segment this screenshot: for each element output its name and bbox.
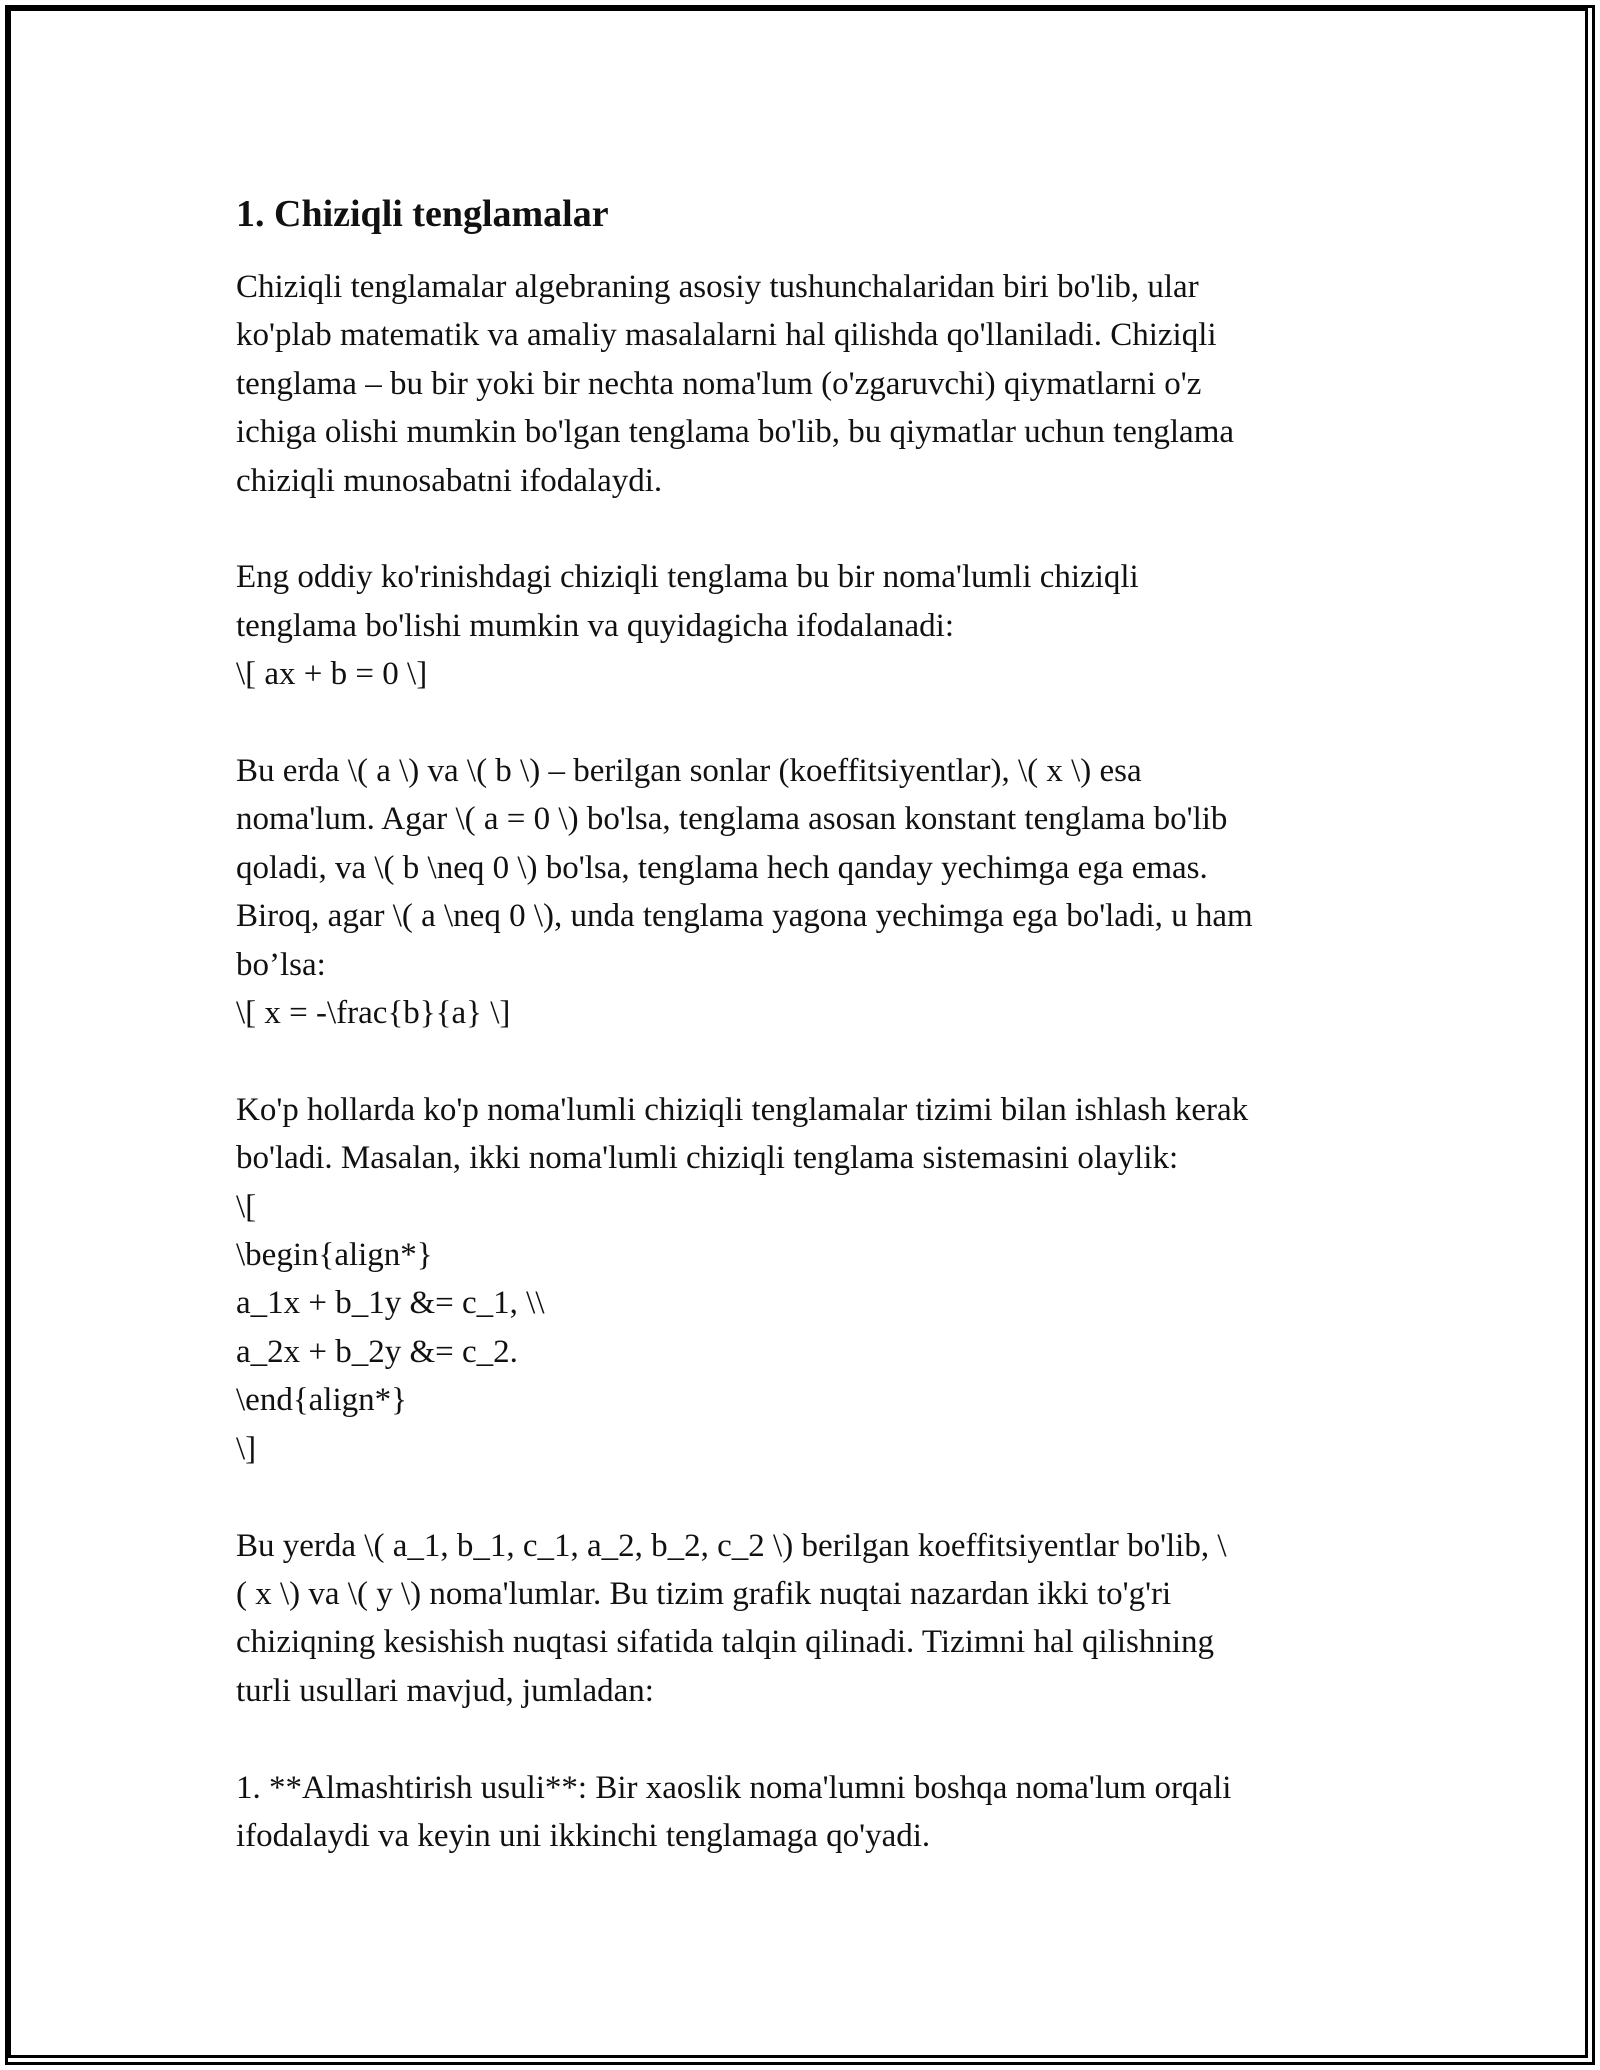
paragraph-coefficients: Bu yerda \( a_1, b_1, c_1, a_2, b_2, c_2 \) berilgan koeffitsiyentlar bo'lib, \ ( x \) va \( y \) noma'lumlar. Bu tizim grafik nuqtai nazardan ikki to'g'ri chiziqning kesishish nuqtasi sifatida talqin qilinadi. Tizimni hal qilishning turli usullari mavjud, jumladan: xyxy=(236,1527,1227,1709)
document-body xyxy=(236,190,1371,1860)
section-heading: 1. Chiziqli tenglamalar xyxy=(236,193,609,235)
paragraph-solution: Bu erda \( a \) va \( b \) – berilgan sonlar (koeffitsiyentlar), \( x \) esa noma'lum. Agar \( a = 0 \) bo'lsa, tenglama asosan konstant tenglama bo'lib qoladi, va \( b \neq 0 \) bo'lsa, tenglama hech qanday yechimga ega emas. Biroq, agar \( a \neq 0 \), unda tenglama yagona yechimga ega bo'ladi, u ham bo’lsa: \[ x = -\frac{b}{a} \] xyxy=(236,753,1253,1032)
paragraph-system: Ko'p hollarda ko'p noma'lumli chiziqli tenglamalar tizimi bilan ishlash kerak bo'ladi. Masalan, ikki noma'lumli chiziqli tenglama sistemasini olaylik: \[ \begin{align*} a_1x + b_1y &= c_1, \\ a_2x + b_2y &= c_2. \end{align*} \] xyxy=(236,1091,1249,1467)
paragraph-simple-equation: Eng oddiy ko'rinishdagi chiziqli tenglama bu bir noma'lumli chiziqli tenglama bo'lishi mumkin va quyidagicha ifodalanadi: \[ ax + b = 0 \] xyxy=(236,559,1139,693)
paragraph-substitution-method: 1. **Almashtirish usuli**: Bir xaoslik noma'lumni boshqa noma'lum orqali ifodalaydi va keyin uni ikkinchi tenglamaga qo'yadi. xyxy=(236,1769,1232,1854)
paragraph-intro: Chiziqli tenglamalar algebraning asosiy tushunchalaridan biri bo'lib, ular ko'plab matematik va amaliy masalalarni hal qilishda qo'llaniladi. Chiziqli tenglama – bu bir yoki bir nechta noma'lum (o'zgaruvchi) qiymatlarni o'z ichiga olishi mumkin bo'lgan tenglama bo'lib, bu qiymatlar uchun tenglama chiziqli munosabatni ifodalaydi. xyxy=(236,269,1235,499)
